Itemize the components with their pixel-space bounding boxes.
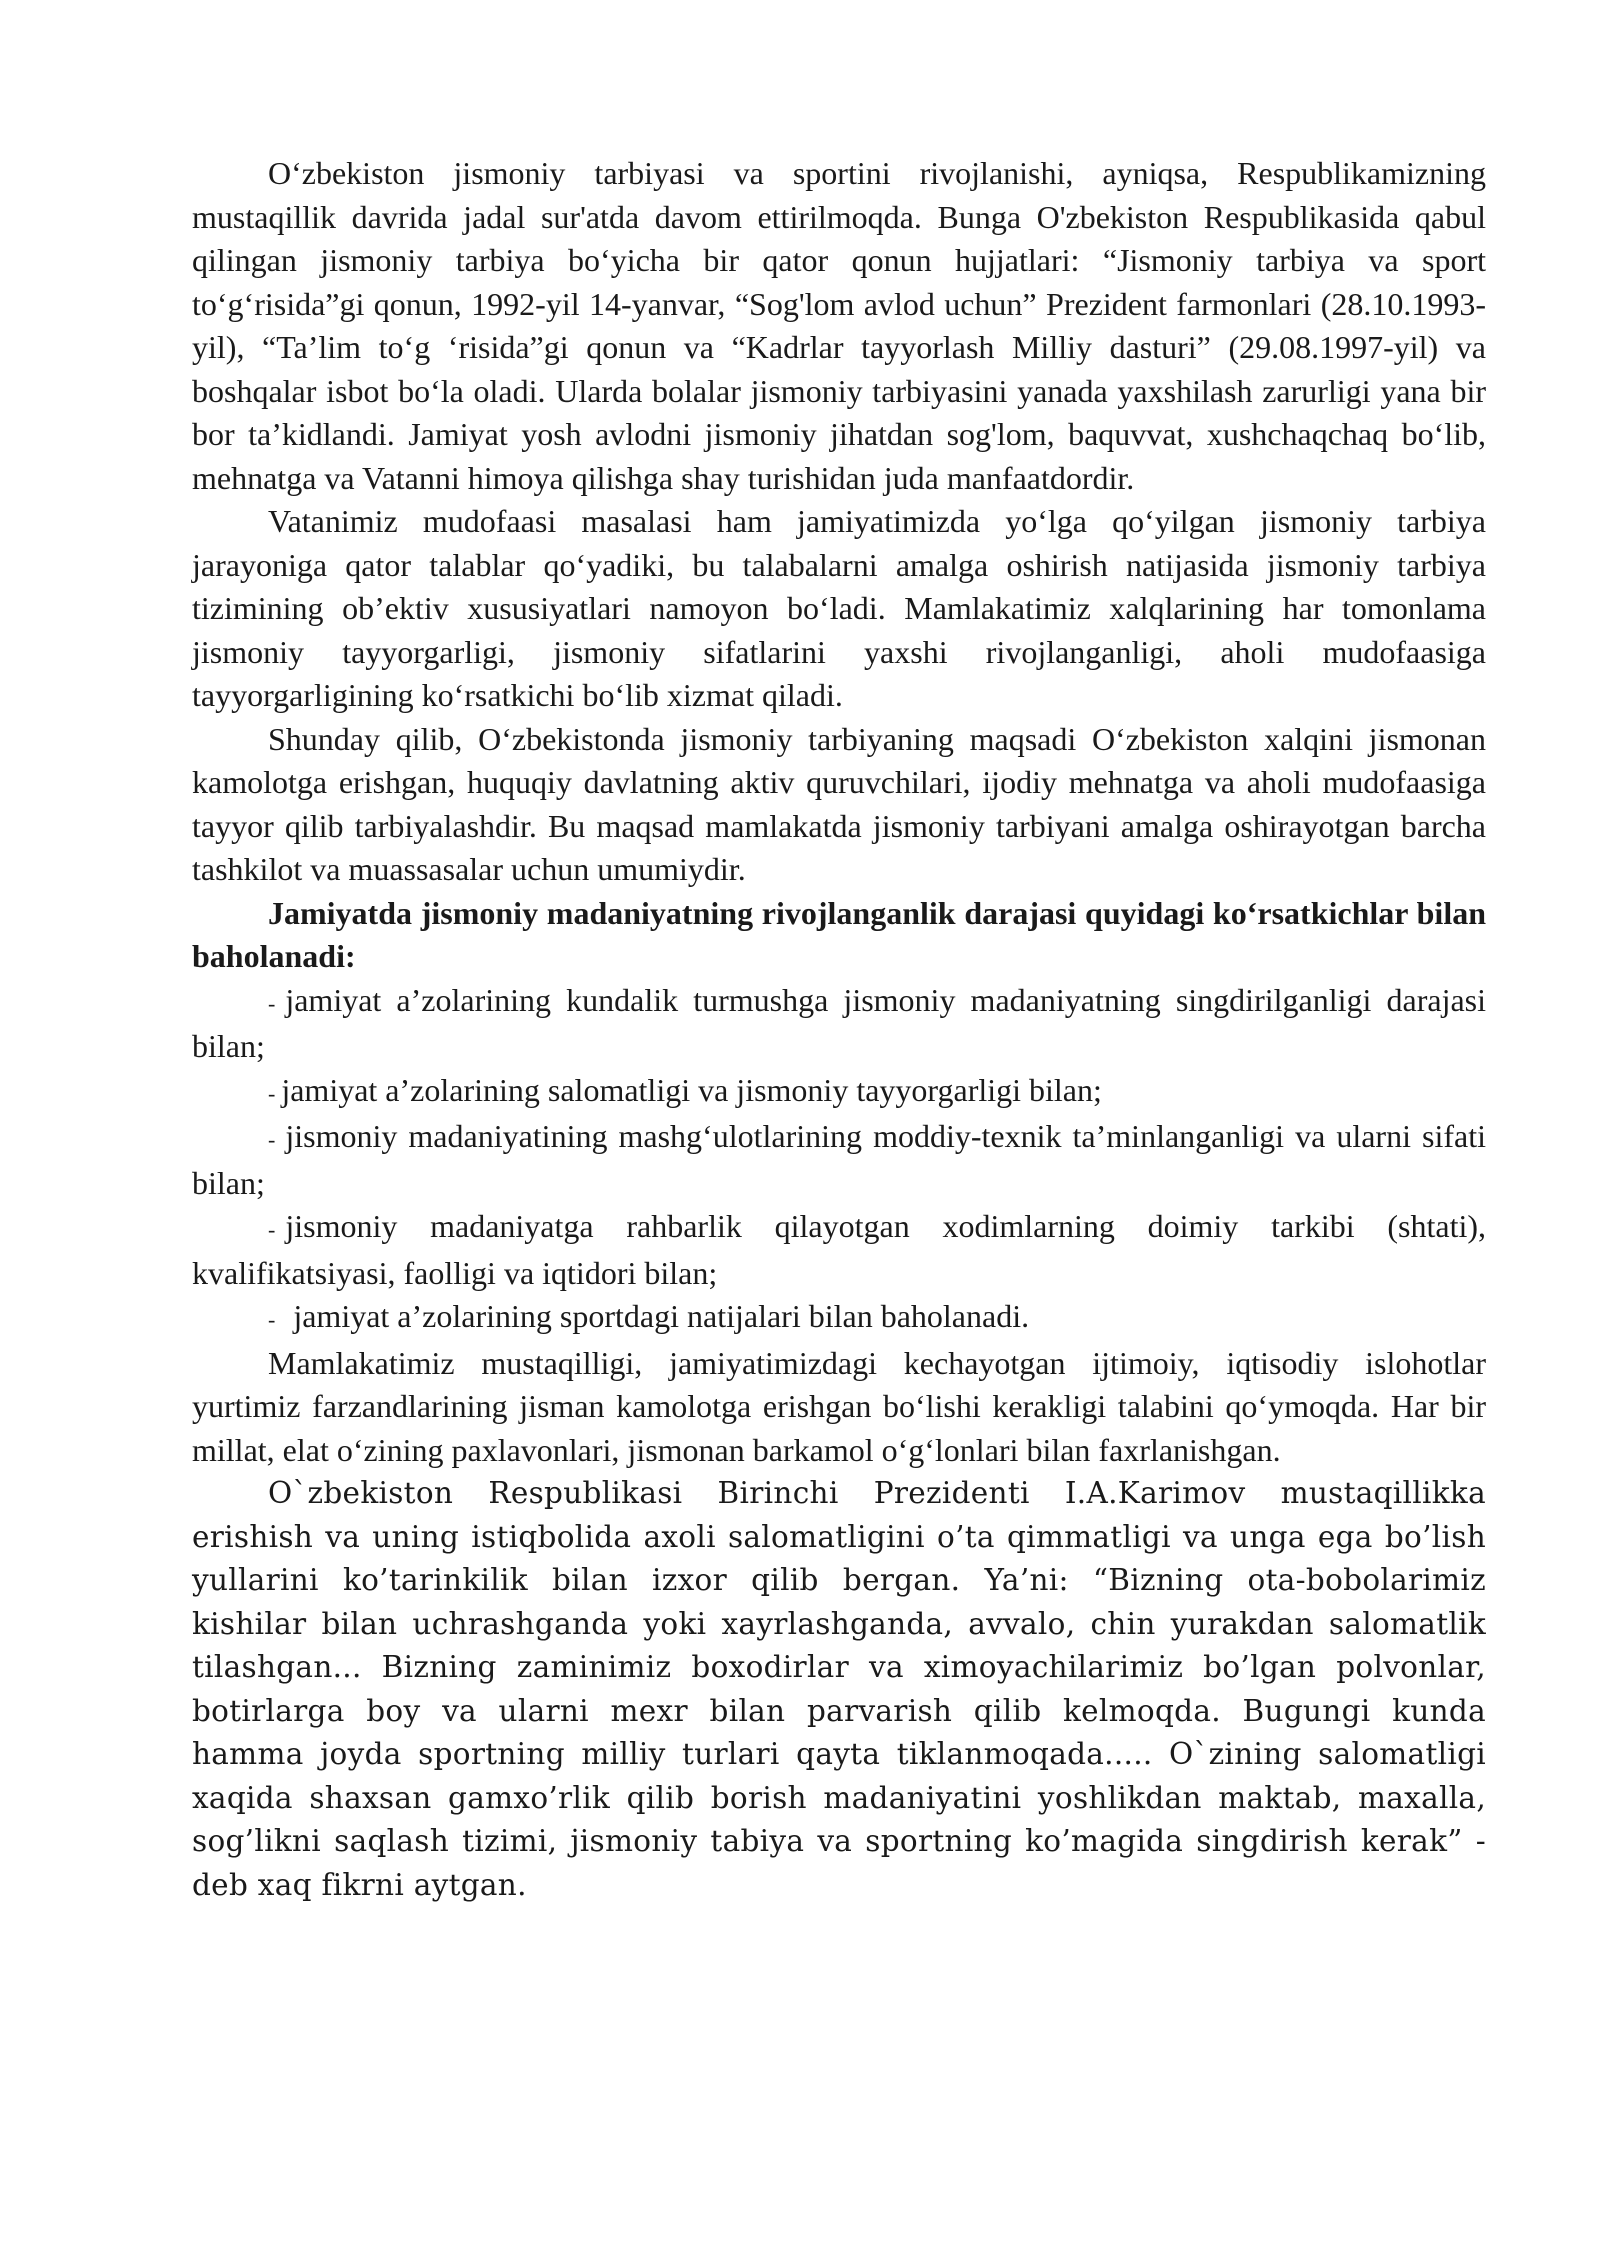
- list-item: [192, 979, 1486, 1069]
- paragraph-independence: Mamlakatimiz mustaqilligi, jamiyatimizdagi kechayotgan ijtimoiy, iqtisodiy islohotlar yurtimiz farzandlarining jisman kamolotga erishgan bo‘lishi kerakligi talabini qo‘ymoqda. Har bir millat, elat o‘zining paxlavonlari, jismonan barkamol o‘g‘lonlari bilan faxrlanishgan.: [192, 1344, 1486, 1468]
- list-item-text: jismoniy madaniyatining mashg‘ulotlarining moddiy-texnik ta’minlanganligi va ularni sifati bilan;: [192, 1118, 1486, 1201]
- list-dash: -: [268, 990, 276, 1016]
- list-item: [192, 1295, 1486, 1342]
- document-page: [192, 152, 1486, 1907]
- list-item: [192, 1115, 1486, 1205]
- list-item-text: jismoniy madaniyatga rahbarlik qilayotgan xodimlarning doimiy tarkibi (shtati), kvalifikatsiyasi, faolligi va iqtidori bilan;: [192, 1208, 1486, 1291]
- list-item: [192, 1205, 1486, 1295]
- paragraph-quote: O`zbekiston Respublikasi Birinchi Prezidenti I.A.Karimov mustaqillikka erishish va uning istiqbolida axoli salomatligini o’ta qimmatligi va unga ega bo’lish yullarini ko’tarinkilik bilan izxor qilib bergan. Ya’ni: “Bizning ota-bobolarimiz kishilar bilan uchrashganda yoki xayrlashganda, avvalo, chin yurakdan salomatlik tilashgan... Bizning zaminimiz boxodirlar va ximoyachilarimiz bo’lgan polvonlar, botirlarga boy va ularni mexr bilan parvarish qilib kelmoqda. Bugungi kunda hamma joyda sportning milliy turlari qayta tiklanmoqada..... O`zining salomatligi xaqida shaxsan gamxo’rlik qilib borish madaniyatini yoshlikdan maktab, maxalla, sog’likni saqlash tizimi, jismoniy tabiya va sportning ko’magida singdirish kerak” - deb xaq fikrni aytgan.: [192, 1476, 1486, 1902]
- paragraph-intro: O‘zbekiston jismoniy tarbiyasi va sportini rivojlanishi, ayniqsa, Respublikamizning mustaqillik davrida jadal sur'atda davom ettirilmoqda. Bunga O'zbekiston Respublikasida qabul qilingan jismoniy tarbiya bo‘yicha bir qator qonun hujjatlari: “Jismoniy tarbiya va sport to‘g‘risida”gi qonun, 1992-yil 14-yanvar, “Sog'lom avlod uchun” Prezident farmonlari (28.10.1993-yil), “Ta’lim to‘g ‘risida”gi qonun va “Kadrlar tayyorlash Milliy dasturi” (29.08.1997-yil) va boshqalar isbot bo‘la oladi. Ularda bolalar jismoniy tarbiyasini yanada yaxshilash zarurligi yana bir bor ta’kidlandi. Jamiyat yosh avlodni jismoniy jihatdan sog'lom, baquvvat, xushchaqchaq bo‘lib, mehnatga va Vatanni himoya qilishga shay turishidan juda manfaatdordir.: [192, 155, 1486, 496]
- list-item-text: jamiyat a’zolarining sportdagi natijalari bilan baholanadi.: [293, 1298, 1030, 1334]
- paragraph-goal: Shunday qilib, O‘zbekistonda jismoniy tarbiyaning maqsadi O‘zbekiston xalqini jismonan kamolotga erishgan, huquqiy davlatning aktiv quruvchilari, ijodiy mehnatga va aholi mudofaasiga tayyor qilib tarbiyalashdir. Bu maqsad mamlakatda jismoniy tarbiyani amalga oshirayotgan barcha tashkilot va muassasalar uchun umumiydir.: [192, 720, 1486, 887]
- section-heading: Jamiyatda jismoniy madaniyatning rivojlanganlik darajasi quyidagi ko‘rsatkichlar bilan baholanadi:: [192, 894, 1486, 974]
- list-dash: -: [268, 1080, 276, 1106]
- paragraph-defense: Vatanimiz mudofaasi masalasi ham jamiyatimizda yo‘lga qo‘yilgan jismoniy tarbiya jarayoniga qator talablar qo‘yadiki, bu talabalarni amalga oshirish natijasida jismoniy tarbiya tizimining ob’ektiv xususiyatlari namoyon bo‘ladi. Mamlakatimiz xalqlarining har tomonlama jismoniy tayyorgarligi, jismoniy sifatlarini yaxshi rivojlanganligi, aholi mudofaasiga tayyorgarligining ko‘rsatkichi bo‘lib xizmat qiladi.: [192, 503, 1486, 713]
- list-dash: -: [268, 1307, 276, 1332]
- list-dash: -: [268, 1217, 276, 1242]
- list-item-text: jamiyat a’zolarining kundalik turmushga jismoniy madaniyatning singdirilganligi darajasi bilan;: [192, 981, 1486, 1064]
- list-item: [192, 1069, 1228, 1116]
- list-dash: -: [268, 1127, 276, 1152]
- list-item-text: jamiyat a’zolarining salomatligi va jismoniy tayyorgarligi bilan;: [281, 1071, 1102, 1108]
